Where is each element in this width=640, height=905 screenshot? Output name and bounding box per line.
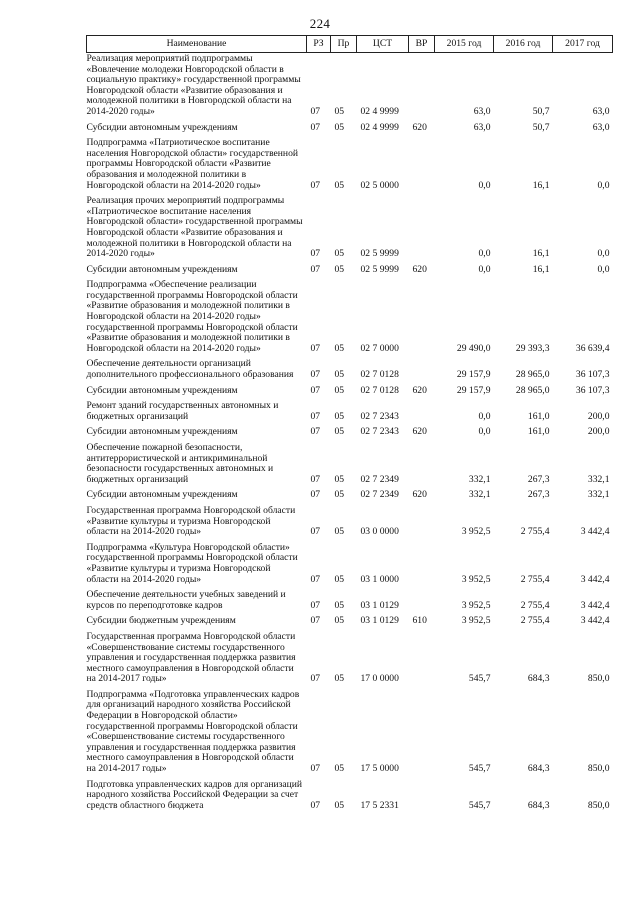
cell-name: Субсидии автономным учреждениям: [86, 426, 238, 438]
table-row: [87, 135, 613, 193]
cell-2015: 29 157,9: [456, 369, 491, 381]
table-row: [87, 120, 613, 136]
cell-2016: 684,3: [527, 763, 550, 775]
header-pr: Пр: [331, 36, 357, 53]
cell-2017: 0,0: [597, 263, 610, 275]
cell-rz: 07: [310, 526, 321, 538]
cell-name: Подпрограмма «Патриотическое воспитание населения Новгородской области» государственной программы Новгородской области «Развитие образования и молодежной политики в Новгородской области на 2014-2020 годы»: [86, 137, 298, 191]
table-row: [87, 777, 613, 814]
cell-2015: 0,0: [478, 426, 491, 438]
cell-vr: 620: [412, 489, 427, 501]
cell-name: Реализация прочих мероприятий подпрограммы «Патриотическое воспитание населения Новгородской области» государственной программы Новгородской области «Развитие образования и молодежной политики в Новгородской области на 2014-2020 годы»: [86, 195, 303, 260]
cell-2017: 850,0: [587, 673, 610, 685]
header-2015: 2015 год: [435, 36, 494, 53]
table-row: [87, 277, 613, 356]
cell-2015: 545,7: [468, 673, 491, 685]
table-row: [87, 53, 613, 120]
cell-2017: 3 442,4: [580, 615, 610, 627]
table-row: [87, 398, 613, 424]
cell-2016: 2 755,4: [520, 573, 550, 585]
cell-2017: 200,0: [587, 426, 610, 438]
cell-2017: 36 107,3: [575, 384, 610, 396]
cell-2017: 332,1: [587, 473, 610, 485]
header-2016: 2016 год: [494, 36, 553, 53]
cell-name: Подготовка управленческих кадров для организаций народного хозяйства Российской Федерации за счет средств областного бюджета: [86, 778, 303, 811]
cell-cst: 02 5 9999: [360, 248, 399, 260]
cell-2017: 850,0: [587, 799, 610, 811]
cell-2015: 0,0: [478, 263, 491, 275]
cell-2017: 63,0: [592, 105, 610, 117]
cell-vr: [409, 440, 435, 487]
cell-pr: 05: [334, 179, 345, 191]
cell-2015: 29 490,0: [456, 342, 491, 354]
header-name: Наименование: [87, 36, 307, 53]
budget-table: [86, 35, 613, 813]
cell-cst: 02 7 2343: [360, 426, 399, 438]
cell-2017: 0,0: [597, 248, 610, 260]
cell-pr: 05: [334, 799, 345, 811]
cell-2016: 267,3: [527, 473, 550, 485]
cell-name: Обеспечение пожарной безопасности, антитеррористической и антикриминальной безопасности государственных автономных и бюджетных организаций: [86, 442, 274, 485]
cell-pr: 05: [334, 473, 345, 485]
cell-2016: 16,1: [532, 248, 550, 260]
cell-pr: 05: [334, 263, 345, 275]
cell-2017: 850,0: [587, 763, 610, 775]
cell-cst: 02 7 0128: [360, 369, 399, 381]
cell-2017: 0,0: [597, 179, 610, 191]
cell-rz: 07: [310, 105, 321, 117]
cell-cst: 17 0 0000: [360, 673, 399, 685]
cell-rz: 07: [310, 799, 321, 811]
cell-pr: 05: [334, 426, 345, 438]
cell-rz: 07: [310, 489, 321, 501]
cell-cst: 02 5 0000: [360, 179, 399, 191]
cell-pr: 05: [334, 489, 345, 501]
cell-vr: [409, 135, 435, 193]
cell-rz: 07: [310, 573, 321, 585]
cell-cst: 02 7 0128: [360, 384, 399, 396]
cell-vr: 620: [412, 263, 427, 275]
table-row: [87, 424, 613, 440]
table-row: [87, 440, 613, 487]
cell-2015: 332,1: [468, 473, 491, 485]
cell-vr: [409, 777, 435, 814]
cell-vr: 620: [412, 384, 427, 396]
cell-name: Субсидии автономным учреждениям: [86, 384, 238, 396]
table-row: [87, 487, 613, 503]
cell-rz: 07: [310, 342, 321, 354]
cell-pr: 05: [334, 573, 345, 585]
cell-cst: 03 1 0129: [360, 615, 399, 627]
table-row: [87, 262, 613, 278]
cell-name: Субсидии бюджетным учреждениям: [86, 615, 236, 627]
cell-vr: [409, 540, 435, 587]
cell-2016: 29 393,3: [515, 342, 550, 354]
cell-rz: 07: [310, 599, 321, 611]
cell-vr: [409, 193, 435, 262]
cell-2015: 3 952,5: [461, 615, 491, 627]
cell-rz: 07: [310, 763, 321, 775]
cell-2015: 3 952,5: [461, 526, 491, 538]
cell-rz: 07: [310, 615, 321, 627]
cell-2015: 545,7: [468, 763, 491, 775]
cell-vr: 620: [412, 121, 427, 133]
cell-pr: 05: [334, 384, 345, 396]
table-row: [87, 613, 613, 629]
cell-rz: 07: [310, 426, 321, 438]
table-row: [87, 383, 613, 399]
cell-cst: 02 5 9999: [360, 263, 399, 275]
cell-2015: 63,0: [473, 121, 491, 133]
header-rz: РЗ: [307, 36, 331, 53]
cell-2016: 28 965,0: [515, 384, 550, 396]
cell-2017: 63,0: [592, 121, 610, 133]
cell-rz: 07: [310, 263, 321, 275]
cell-2017: 3 442,4: [580, 599, 610, 611]
cell-rz: 07: [310, 121, 321, 133]
cell-pr: 05: [334, 105, 345, 117]
cell-2016: 2 755,4: [520, 599, 550, 611]
cell-rz: 07: [310, 248, 321, 260]
cell-2017: 200,0: [587, 410, 610, 422]
cell-name: Субсидии автономным учреждениям: [86, 489, 238, 501]
cell-cst: 03 0 0000: [360, 526, 399, 538]
cell-name: Подпрограмма «Обеспечение реализации государственной программы Новгородской области «Развитие образования и молодежной политики в Новгородской области на 2014-2020 годы» государственной программы Новгородской области «Развитие образования и молодежной политики в Новгородской области на 2014-2020 годы»: [86, 279, 298, 354]
cell-name: Государственная программа Новгородской области «Совершенствование системы государственного управления и государственная поддержка развития местного самоуправления в Новгородской области на 2014-2017 годы»: [86, 630, 296, 685]
cell-vr: [409, 356, 435, 382]
cell-rz: 07: [310, 179, 321, 191]
cell-name: Обеспечение деятельности организаций дополнительного профессионального образования: [86, 358, 294, 381]
cell-2017: 3 442,4: [580, 573, 610, 585]
cell-vr: [409, 629, 435, 687]
cell-name: Ремонт зданий государственных автономных и бюджетных организаций: [86, 400, 279, 422]
cell-vr: [409, 398, 435, 424]
table-header: [87, 36, 613, 53]
cell-name: Субсидии автономным учреждениям: [86, 121, 238, 133]
cell-2016: 28 965,0: [515, 369, 550, 381]
cell-2016: 684,3: [527, 799, 550, 811]
cell-cst: 17 5 0000: [360, 763, 399, 775]
cell-2015: 3 952,5: [461, 573, 491, 585]
cell-pr: 05: [334, 526, 345, 538]
cell-pr: 05: [334, 369, 345, 381]
cell-vr: [409, 503, 435, 540]
cell-name: Государственная программа Новгородской области «Развитие культуры и туризма Новгородской области на 2014-2020 годы»: [86, 504, 296, 538]
cell-2015: 0,0: [478, 410, 491, 422]
table-row: [87, 540, 613, 587]
cell-cst: 02 4 9999: [360, 105, 399, 117]
cell-rz: 07: [310, 369, 321, 381]
cell-rz: 07: [310, 384, 321, 396]
cell-2016: 2 755,4: [520, 615, 550, 627]
table-row: [87, 587, 613, 613]
cell-2015: 0,0: [478, 179, 491, 191]
cell-name: Обеспечение деятельности учебных заведений и курсов по переподготовке кадров: [86, 589, 286, 611]
cell-name: Подпрограмма «Культура Новгородской области» государственной программы Новгородской области «Развитие культуры и туризма Новгородской области на 2014-2020 годы»: [86, 541, 298, 585]
cell-2016: 267,3: [527, 489, 550, 501]
cell-cst: 03 1 0129: [360, 599, 399, 611]
cell-2016: 2 755,4: [520, 526, 550, 538]
cell-2015: 63,0: [473, 105, 491, 117]
table-row: [87, 629, 613, 687]
page-number: 224: [309, 16, 331, 31]
cell-vr: [409, 687, 435, 777]
cell-vr: [409, 277, 435, 356]
cell-pr: 05: [334, 599, 345, 611]
cell-2016: 50,7: [532, 121, 550, 133]
cell-cst: 02 7 0000: [360, 342, 399, 354]
cell-vr: 620: [412, 426, 427, 438]
cell-2017: 3 442,4: [580, 526, 610, 538]
table-row: [87, 503, 613, 540]
table-row: [87, 687, 613, 777]
cell-cst: 17 5 2331: [360, 799, 399, 811]
cell-pr: 05: [334, 673, 345, 685]
cell-2016: 16,1: [532, 179, 550, 191]
cell-2016: 16,1: [532, 263, 550, 275]
cell-rz: 07: [310, 473, 321, 485]
table-body: [87, 53, 613, 814]
cell-2015: 3 952,5: [461, 599, 491, 611]
header-cst: ЦСТ: [357, 36, 409, 53]
cell-name: Субсидии автономным учреждениям: [86, 263, 238, 275]
cell-2017: 332,1: [587, 489, 610, 501]
header-vr: ВР: [409, 36, 435, 53]
cell-pr: 05: [334, 342, 345, 354]
header-2017: 2017 год: [553, 36, 613, 53]
cell-2015: 0,0: [478, 248, 491, 260]
table-row: [87, 356, 613, 382]
cell-2015: 29 157,9: [456, 384, 491, 396]
cell-cst: 02 7 2349: [360, 473, 399, 485]
cell-pr: 05: [334, 248, 345, 260]
cell-cst: 02 7 2349: [360, 489, 399, 501]
cell-2015: 545,7: [468, 799, 491, 811]
cell-cst: 02 7 2343: [360, 410, 399, 422]
cell-vr: [409, 53, 435, 120]
cell-2016: 50,7: [532, 105, 550, 117]
cell-pr: 05: [334, 121, 345, 133]
cell-2016: 161,0: [527, 410, 550, 422]
cell-cst: 03 1 0000: [360, 573, 399, 585]
cell-cst: 02 4 9999: [360, 121, 399, 133]
cell-vr: [409, 587, 435, 613]
table-row: [87, 193, 613, 262]
cell-pr: 05: [334, 763, 345, 775]
cell-vr: 610: [412, 615, 427, 627]
cell-2016: 684,3: [527, 673, 550, 685]
cell-2015: 332,1: [468, 489, 491, 501]
cell-name: Подпрограмма «Подготовка управленческих кадров для организаций народного хозяйства Российской Федерации в Новгородской области» государственной программы Новгородской области «Совершенствование системы государственного управления и государственная поддержка развития местного самоуправления в Новгородской области на 2014-2017 годы»: [86, 688, 300, 775]
cell-pr: 05: [334, 410, 345, 422]
cell-rz: 07: [310, 410, 321, 422]
cell-pr: 05: [334, 615, 345, 627]
cell-2017: 36 107,3: [575, 369, 610, 381]
cell-2017: 36 639,4: [575, 342, 610, 354]
cell-rz: 07: [310, 673, 321, 685]
cell-name: Реализация мероприятий подпрограммы «Вовлечение молодежи Новгородской области в социальную практику» государственной программы Новгородской области «Развитие образования и молодежной политики в Новгородской области на 2014-2020 годы»: [86, 53, 301, 117]
cell-2016: 161,0: [527, 426, 550, 438]
